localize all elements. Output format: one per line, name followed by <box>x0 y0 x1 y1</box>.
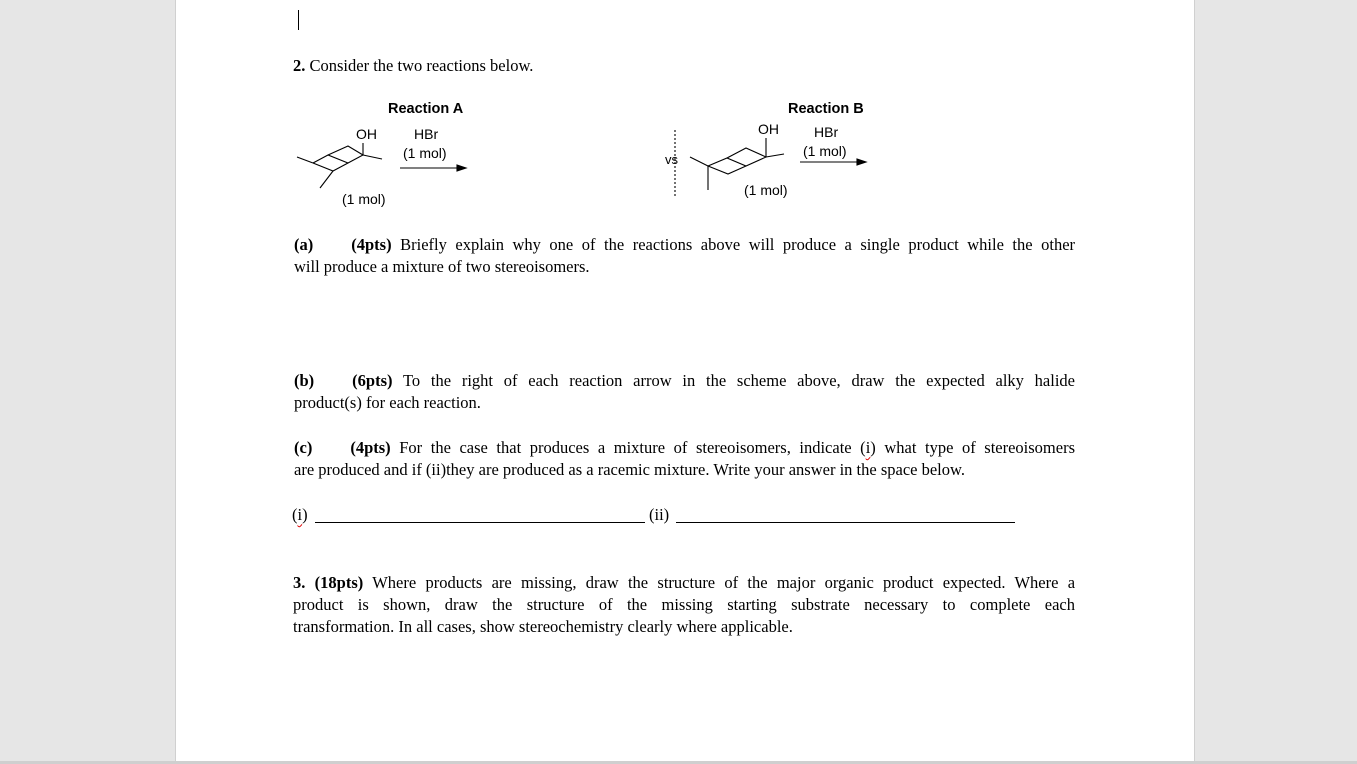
question-3-points: (18pts) <box>314 573 364 592</box>
answer-i-blank[interactable] <box>315 522 645 523</box>
reaction-a-title: Reaction A <box>388 101 464 117</box>
part-a-label: (a) <box>294 235 314 254</box>
question-3-line1: Where products are missing, draw the structure of the major organic product expected. Where a <box>372 573 1076 592</box>
reaction-b-oh-label: OH <box>758 121 779 137</box>
reaction-a-reagent: HBr <box>414 126 439 142</box>
answer-i-label <box>292 504 308 526</box>
answer-i-open-paren: ( <box>292 505 298 524</box>
vs-label: vs <box>665 152 678 167</box>
question-2-number: 2. <box>293 56 306 75</box>
question-3-line2: product is shown, draw the structure of the missing starting substrate necessary to complete each <box>293 595 1075 614</box>
reaction-b-title: Reaction B <box>788 101 864 117</box>
part-c-label: (c) <box>294 438 313 457</box>
reaction-a-cyclohexane <box>297 143 382 188</box>
answer-i-letter: i <box>297 505 303 524</box>
question-3-line3: transformation. In all cases, show stereochemistry clearly where applicable. <box>293 617 793 636</box>
reaction-a-substrate-amount: (1 mol) <box>342 191 386 207</box>
reaction-a-oh-label: OH <box>356 126 377 142</box>
part-a-paragraph <box>294 234 1075 278</box>
reaction-a-reagent-amount: (1 mol) <box>403 145 447 161</box>
part-c-text-line1-pre: For the case that produces a mixture of stereoisomers, indicate ( <box>399 438 866 457</box>
part-c-points: (4pts) <box>350 438 391 457</box>
part-a-text-line1: Briefly explain why one of the reactions above will produce a single product while the other <box>400 235 1076 254</box>
reaction-b-reagent-amount: (1 mol) <box>803 143 847 159</box>
answer-i-close-paren: ) <box>302 505 308 524</box>
part-c-roman-i: i <box>865 438 871 457</box>
part-a-points: (4pts) <box>351 235 392 254</box>
question-2-intro: Consider the two reactions below. <box>309 56 534 75</box>
part-b-points: (6pts) <box>352 371 393 390</box>
part-b-text-line1: To the right of each reaction arrow in the scheme above, draw the expected alky halide <box>402 371 1075 390</box>
reaction-b-cyclohexane <box>690 138 784 190</box>
question-3-number: 3. <box>293 573 306 592</box>
part-c-text-line2: are produced and if (ii)they are produced as a racemic mixture. Write your answer in the space below. <box>294 460 965 479</box>
part-b-paragraph <box>294 370 1075 414</box>
part-c-text-line1-post: ) what type of stereoisomers <box>870 438 1076 457</box>
reaction-b-reagent: HBr <box>814 124 839 140</box>
answer-ii-label: (ii) <box>649 505 670 524</box>
part-b-text-line2: product(s) for each reaction. <box>294 393 481 412</box>
answer-ii-blank[interactable] <box>676 522 1015 523</box>
part-a-text-line2: will produce a mixture of two stereoisomers. <box>294 257 590 276</box>
question-3-paragraph <box>293 572 1075 638</box>
part-c-paragraph <box>294 437 1075 481</box>
reaction-a-arrow <box>400 165 466 171</box>
reaction-b-arrow <box>800 159 866 165</box>
part-b-label: (b) <box>294 371 315 390</box>
reaction-b-substrate-amount: (1 mol) <box>744 182 788 198</box>
